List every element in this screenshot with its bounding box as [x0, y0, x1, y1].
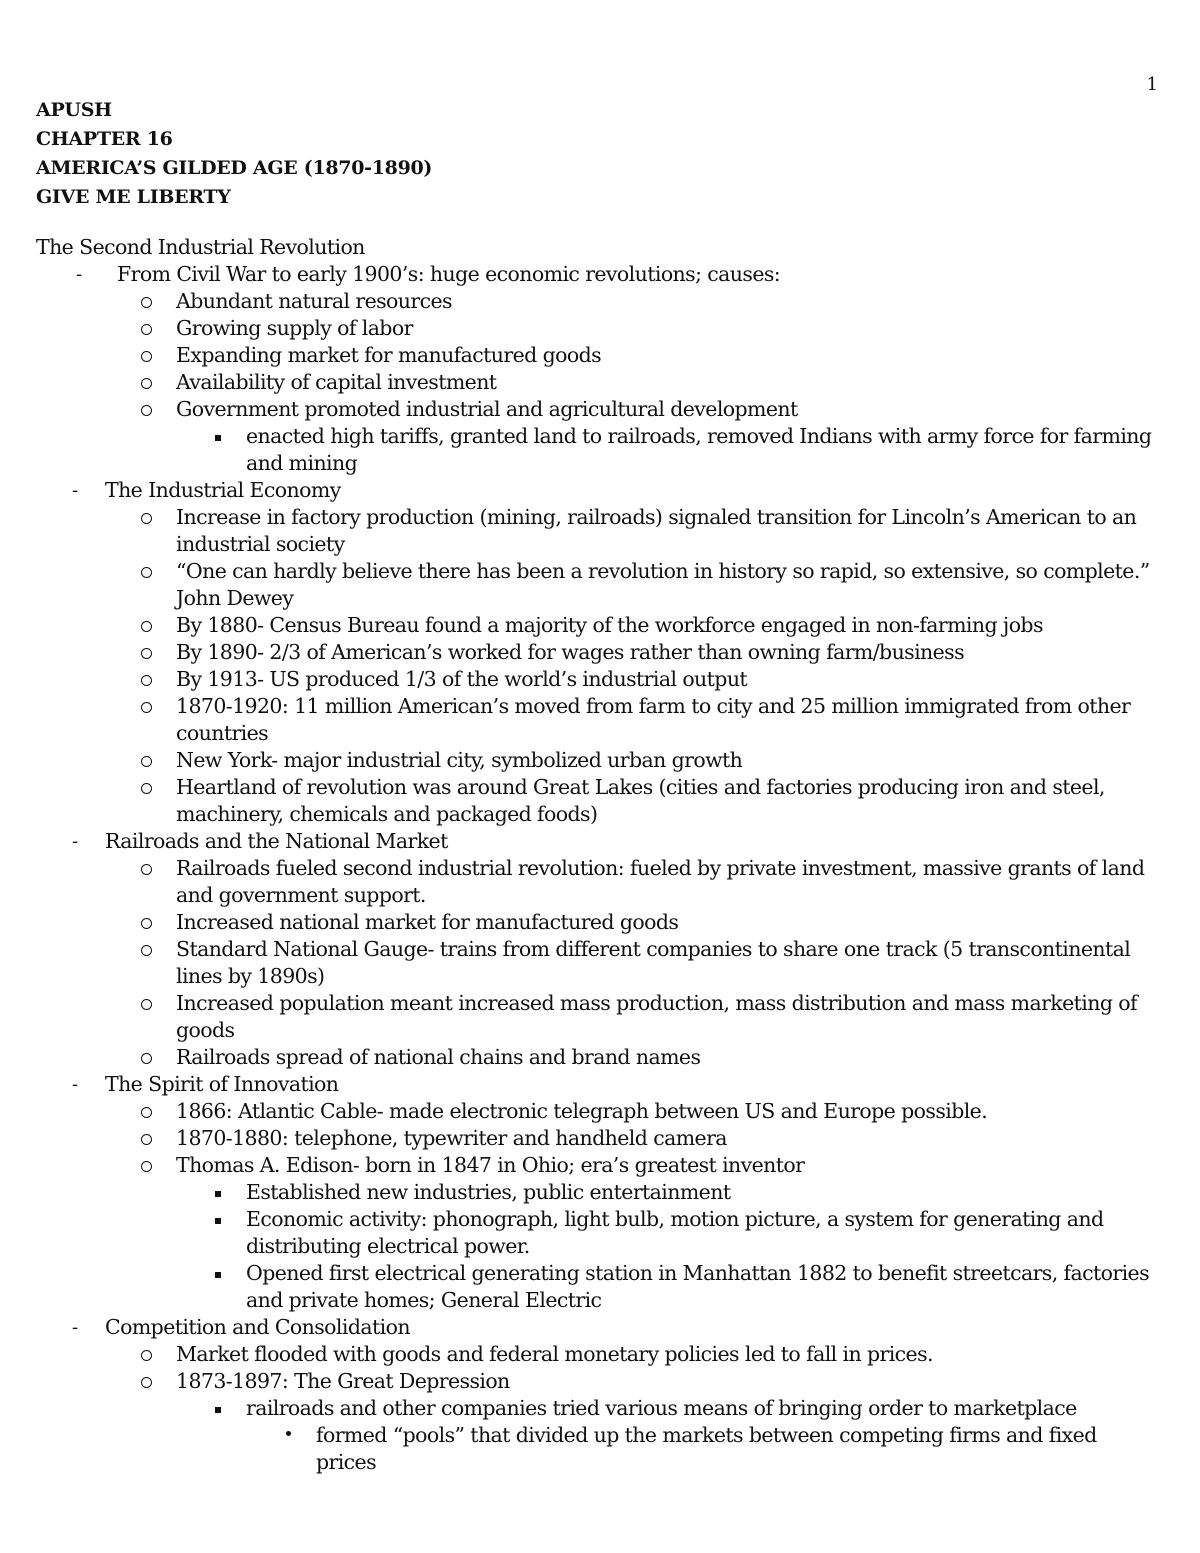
dash-bullet-icon: - [76, 264, 82, 285]
outline-item [36, 1206, 1160, 1260]
dash-bullet-icon: - [72, 1074, 78, 1095]
square-bullet-icon [215, 1191, 221, 1197]
circle-bullet-icon [141, 1161, 152, 1172]
dash-bullet-icon: - [72, 480, 78, 501]
document-header [36, 96, 432, 212]
outline-item-text: Abundant natural resources [176, 289, 452, 313]
outline-item [36, 261, 1160, 288]
outline-item [36, 990, 1160, 1044]
outline-item [36, 1179, 1160, 1206]
course-title: APUSH [36, 99, 112, 121]
outline-item [36, 666, 1160, 693]
circle-bullet-icon [141, 702, 152, 713]
outline-item-text: By 1890- 2/3 of American’s worked for wages rather than owning farm/business [176, 640, 965, 664]
outline-item [36, 1395, 1160, 1422]
outline-item-text: Growing supply of labor [176, 316, 413, 340]
dash-bullet-icon: - [72, 831, 78, 852]
outline-item [36, 558, 1160, 612]
outline-item [36, 504, 1160, 558]
dash-bullet-icon: - [72, 1317, 78, 1338]
outline-item-text: formed “pools” that divided up the markets between competing firms and fixed prices [316, 1423, 1097, 1474]
outline-item [36, 828, 1160, 855]
outline-item-text: The Second Industrial Revolution [36, 235, 365, 259]
outline-item [36, 315, 1160, 342]
chapter-title: CHAPTER 16 [36, 128, 173, 150]
square-bullet-icon [215, 1272, 221, 1278]
outline-item [36, 1152, 1160, 1179]
page-number: 1 [1146, 74, 1158, 95]
outline-item-text: enacted high tariffs, granted land to railroads, removed Indians with army force for farming and mining [246, 424, 1152, 475]
outline-item [36, 1368, 1160, 1395]
dot-bullet-icon [286, 1431, 291, 1436]
outline-item-text: Railroads and the National Market [105, 829, 448, 853]
square-bullet-icon [215, 435, 221, 441]
outline-item [36, 1044, 1160, 1071]
circle-bullet-icon [141, 999, 152, 1010]
outline-item-text: Railroads fueled second industrial revolution: fueled by private investment, massive grants of land and government support. [176, 856, 1145, 907]
circle-bullet-icon [141, 756, 152, 767]
outline-item-text: Expanding market for manufactured goods [176, 343, 602, 367]
outline-item-text: Market flooded with goods and federal monetary policies led to fall in prices. [176, 1342, 933, 1366]
outline-item-text: “One can hardly believe there has been a revolution in history so rapid, so extensive, so complete.” John Dewey [176, 559, 1150, 610]
outline-item [36, 1314, 1160, 1341]
outline-item-text: The Spirit of Innovation [105, 1072, 339, 1096]
circle-bullet-icon [141, 918, 152, 929]
outline-item [36, 1260, 1160, 1314]
outline-item [36, 909, 1160, 936]
circle-bullet-icon [141, 297, 152, 308]
outline-item [36, 477, 1160, 504]
outline-item [36, 747, 1160, 774]
circle-bullet-icon [141, 945, 152, 956]
outline-item-text: Economic activity: phonograph, light bulb, motion picture, a system for generating and distributing electrical power. [246, 1207, 1104, 1258]
outline-item [36, 612, 1160, 639]
outline-item [36, 1098, 1160, 1125]
outline-item-text: 1866: Atlantic Cable- made electronic telegraph between US and Europe possible. [176, 1099, 988, 1123]
outline-item [36, 693, 1160, 747]
circle-bullet-icon [141, 1107, 152, 1118]
outline-item-text: Thomas A. Edison- born in 1847 in Ohio; era’s greatest inventor [176, 1153, 805, 1177]
circle-bullet-icon [141, 1134, 152, 1145]
section-heading [36, 234, 1160, 261]
circle-bullet-icon [141, 864, 152, 875]
chapter-subtitle: AMERICA’S GILDED AGE (1870-1890) [36, 157, 433, 179]
outline-item-text: Heartland of revolution was around Great Lakes (cities and factories producing iron and steel, machinery, chemicals and packaged foods) [176, 775, 1105, 826]
outline-item-text: Increased national market for manufactured goods [176, 910, 679, 934]
outline-item-text: 1870-1880: telephone, typewriter and handheld camera [176, 1126, 727, 1150]
outline-item-text: Increase in factory production (mining, railroads) signaled transition for Lincoln’s American to an industrial society [176, 505, 1137, 556]
outline-item-text: From Civil War to early 1900’s: huge economic revolutions; causes: [117, 262, 781, 286]
outline-item-text: Government promoted industrial and agricultural development [176, 397, 798, 421]
outline-item [36, 1341, 1160, 1368]
circle-bullet-icon [141, 324, 152, 335]
outline-item [36, 288, 1160, 315]
textbook-title: GIVE ME LIBERTY [36, 186, 231, 208]
outline-item [36, 423, 1160, 477]
circle-bullet-icon [141, 1053, 152, 1064]
circle-bullet-icon [141, 513, 152, 524]
outline-item-text: By 1913- US produced 1/3 of the world’s industrial output [176, 667, 748, 691]
circle-bullet-icon [141, 783, 152, 794]
outline-item-text: New York- major industrial city, symbolized urban growth [176, 748, 743, 772]
outline-item-text: The Industrial Economy [105, 478, 341, 502]
outline-item [36, 342, 1160, 369]
outline-item-text: Increased population meant increased mass production, mass distribution and mass marketing of goods [176, 991, 1138, 1042]
circle-bullet-icon [141, 648, 152, 659]
outline-item [36, 855, 1160, 909]
circle-bullet-icon [141, 1350, 152, 1361]
circle-bullet-icon [141, 351, 152, 362]
circle-bullet-icon [141, 1377, 152, 1388]
outline-item-text: Competition and Consolidation [105, 1315, 410, 1339]
circle-bullet-icon [141, 378, 152, 389]
outline-item [36, 774, 1160, 828]
circle-bullet-icon [141, 567, 152, 578]
circle-bullet-icon [141, 405, 152, 416]
outline-item-text: By 1880- Census Bureau found a majority of the workforce engaged in non-farming jobs [176, 613, 1043, 637]
outline-item [36, 936, 1160, 990]
outline-item-text: Availability of capital investment [176, 370, 497, 394]
outline-item-text: 1870-1920: 11 million American’s moved from farm to city and 25 million immigrated from other countries [176, 694, 1131, 745]
outline-item [36, 1422, 1160, 1476]
outline-item [36, 1125, 1160, 1152]
outline-item [36, 396, 1160, 423]
outline-item-text: Railroads spread of national chains and brand names [176, 1045, 701, 1069]
circle-bullet-icon [141, 675, 152, 686]
outline-item-text: 1873-1897: The Great Depression [176, 1369, 510, 1393]
outline-item [36, 639, 1160, 666]
outline-item-text: railroads and other companies tried various means of bringing order to marketplace [246, 1396, 1077, 1420]
outline-item-text: Established new industries, public entertainment [246, 1180, 731, 1204]
outline-item-text: Opened first electrical generating station in Manhattan 1882 to benefit streetcars, factories and private homes; General Electric [246, 1261, 1150, 1312]
square-bullet-icon [215, 1407, 221, 1413]
notes-outline [36, 234, 1160, 1476]
outline-item [36, 1071, 1160, 1098]
square-bullet-icon [215, 1218, 221, 1224]
outline-item-text: Standard National Gauge- trains from different companies to share one track (5 transcontinental lines by 1890s) [176, 937, 1131, 988]
outline-item [36, 369, 1160, 396]
circle-bullet-icon [141, 621, 152, 632]
